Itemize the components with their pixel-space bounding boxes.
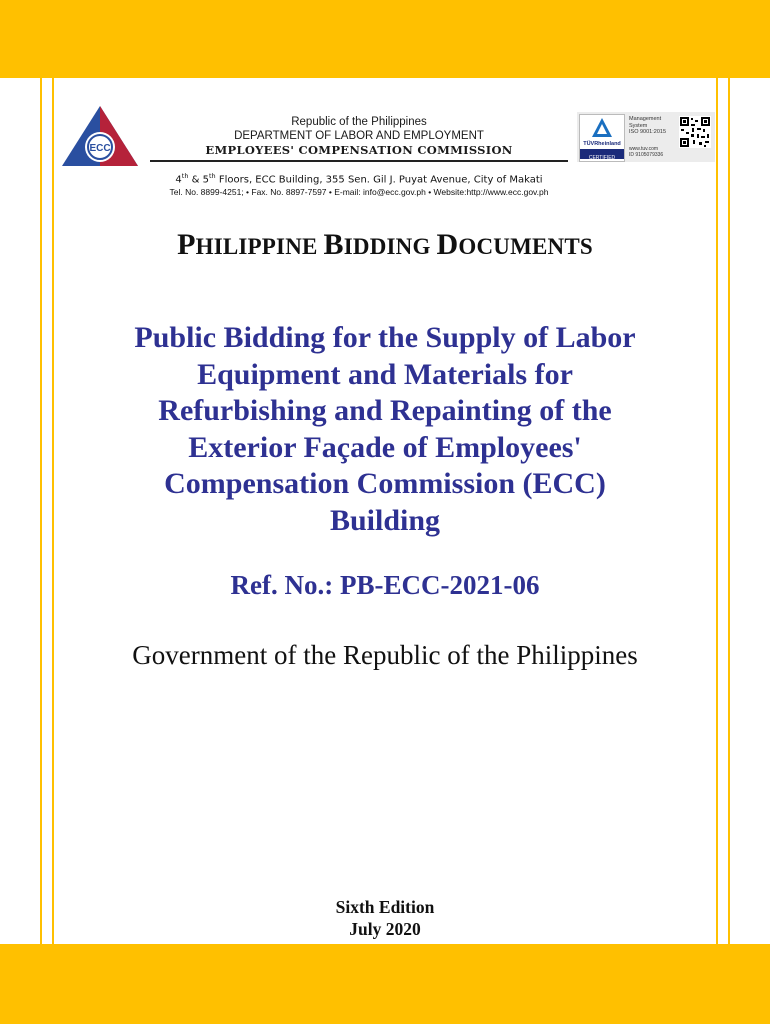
left-border-line-inner: [52, 78, 54, 944]
tuv-bar: [580, 149, 624, 159]
tuv-label: TÜVRheinland: [583, 141, 621, 147]
svg-text:CERTIFIED: CERTIFIED: [588, 155, 616, 161]
logo-text: ECC: [89, 143, 111, 154]
right-border-line-inner: [716, 78, 718, 944]
top-yellow-band: [0, 0, 770, 78]
cert-id-text: www.tuv.com ID 9105079336: [629, 146, 664, 158]
subject-line: Compensation Commission (ECC): [164, 467, 606, 500]
left-border-line: [40, 78, 42, 944]
address-line: 4th & 5th Floors, ECC Building, 355 Sen. Gil J. Puyat Avenue, City of Makati: [175, 172, 543, 186]
edition-info: [40, 896, 730, 940]
tuv-logo: [579, 114, 625, 162]
commission-name: EMPLOYEES' COMPENSATION COMMISSION: [205, 143, 513, 157]
contact-line: Tel. No. 8899-4251; • Fax. No. 8897-7597 • E-mail: info@ecc.gov.ph • Website:http://www.ecc.gov.ph: [169, 187, 549, 197]
subject-line: Equipment and Materials for: [197, 357, 573, 391]
subject-line: Building: [329, 503, 441, 537]
right-border-line: [728, 78, 730, 944]
header-rule: [150, 160, 568, 162]
iso-certification-badge: [577, 112, 715, 162]
qr-code-icon: [679, 116, 711, 148]
republic-text: Republic of the Philippines: [291, 116, 427, 128]
department-text: DEPARTMENT OF LABOR AND EMPLOYMENT: [234, 130, 484, 142]
subject-line: Exterior Façade of Employees': [188, 430, 582, 464]
document-title: PHILIPPINE BIDDING DOCUMENTS: [177, 228, 593, 261]
edition-date: July 2020: [349, 919, 421, 939]
cert-system-text: Management System ISO 9001:2015: [629, 116, 667, 135]
tuv-triangle-icon: [580, 115, 624, 141]
subject-line: Public Bidding for the Supply of Labor: [134, 321, 636, 354]
bidding-subject: [60, 320, 710, 539]
government-line: Government of the Republic of the Philippines: [132, 640, 638, 670]
ecc-logo: [60, 104, 140, 170]
subject-line: Refurbishing and Repainting of the: [158, 394, 612, 427]
edition-label: Sixth Edition: [335, 897, 435, 917]
reference-number: Ref. No.: PB-ECC-2021-06: [230, 570, 540, 600]
bottom-yellow-band: [0, 944, 770, 1024]
